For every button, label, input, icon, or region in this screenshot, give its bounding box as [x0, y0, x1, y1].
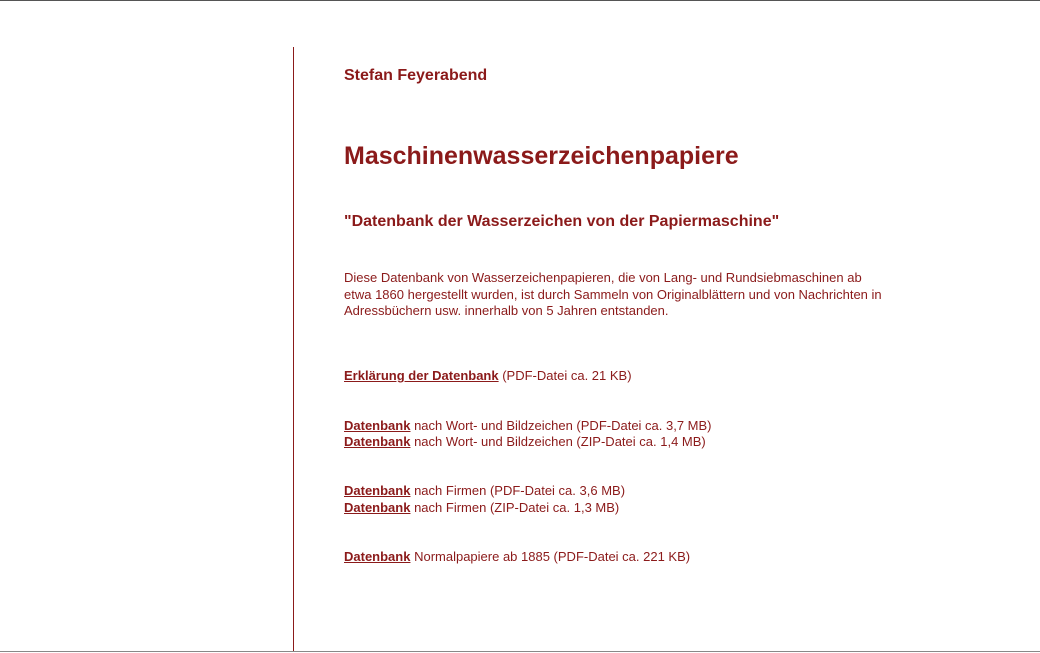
bottom-divider [0, 651, 1040, 652]
link-line-normal-pdf [344, 549, 690, 566]
intro-paragraph: Diese Datenbank von Wasserzeichenpapieren, die von Lang- und Rundsiebmaschinen ab etwa 1860 hergestellt wurden, ist durch Sammeln von Originalblättern und von Nachrichten in Adressbüchern usw. innerhalb von 5 Jahren entstanden. [344, 270, 882, 318]
link-description: nach Wort- und Bildzeichen (PDF-Datei ca. 3,7 MB) [410, 418, 712, 433]
link-description: nach Wort- und Bildzeichen (ZIP-Datei ca. 1,4 MB) [410, 434, 706, 449]
explanation-pdf-link[interactable]: Erklärung der Datenbank [344, 368, 499, 383]
database-word-pdf-link[interactable]: Datenbank [344, 418, 411, 433]
vertical-divider [293, 47, 294, 652]
link-description: nach Firmen (PDF-Datei ca. 3,6 MB) [410, 483, 626, 498]
database-normal-pdf-link[interactable]: Datenbank [344, 549, 411, 564]
link-description: (PDF-Datei ca. 21 KB) [498, 368, 632, 383]
link-description: nach Firmen (ZIP-Datei ca. 1,3 MB) [410, 500, 620, 515]
main-content [344, 66, 904, 564]
database-firms-zip-link[interactable]: Datenbank [344, 500, 411, 515]
author-name: Stefan Feyerabend [344, 67, 488, 84]
top-divider [0, 0, 1040, 1]
page-subtitle: "Datenbank der Wasserzeichen von der Papiermaschine" [344, 213, 780, 230]
database-word-zip-link[interactable]: Datenbank [344, 434, 411, 449]
link-line-firms-zip [344, 500, 619, 517]
link-line-explanation [344, 368, 632, 385]
link-line-firms-pdf [344, 483, 625, 500]
link-line-word-zip [344, 434, 706, 451]
link-line-word-pdf [344, 418, 712, 435]
database-firms-pdf-link[interactable]: Datenbank [344, 483, 411, 498]
page-title: Maschinenwasserzeichenpapiere [344, 142, 739, 170]
link-description: Normalpapiere ab 1885 (PDF-Datei ca. 221 KB) [410, 549, 691, 564]
